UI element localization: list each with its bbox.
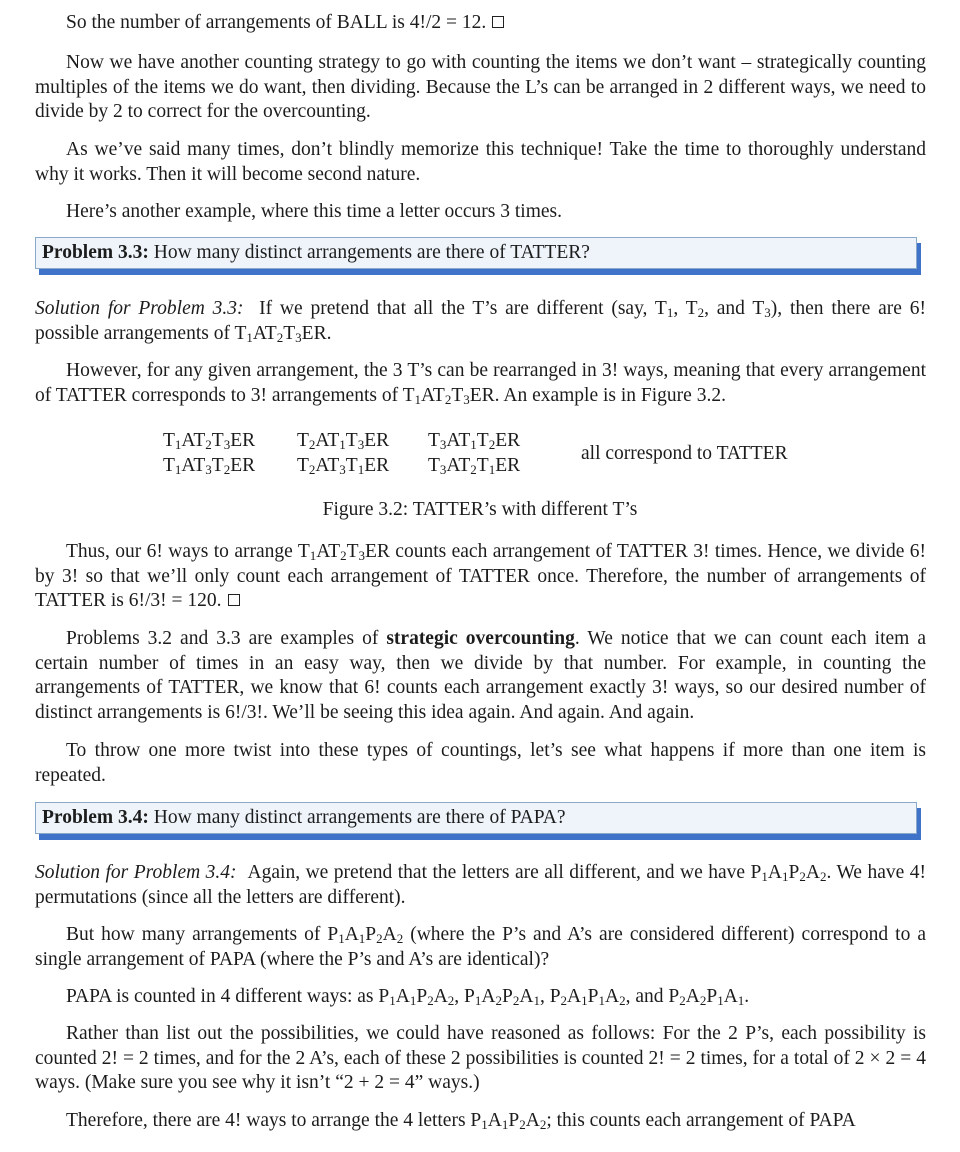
subscript: 2 xyxy=(519,1117,526,1132)
subscript: 1 xyxy=(309,548,317,563)
memorize-paragraph: As we’ve said many times, don’t blindly memorize this technique! Take the time to thoroughly understand why it works. Then it will become second nature. xyxy=(35,139,926,185)
text: AT xyxy=(316,541,341,562)
text: ; this counts each arrangement of PAPA xyxy=(546,1110,856,1131)
text: T xyxy=(283,322,296,344)
figure-caption: Figure 3.2: TATTER’s with different T’s xyxy=(322,499,638,520)
qed-square-icon xyxy=(228,594,240,606)
subscript: 3 xyxy=(463,391,470,407)
strategic-overcounting-term: strategic overcounting xyxy=(386,628,575,649)
text: . We have 4! permutations (since all the letters are different). xyxy=(35,862,927,908)
counted-ways-paragraph: PAPA is counted in 4 different ways: as $P_1A_1P_2A_2$, $P_1A_2P_2A_1$, $P_2A_1P_1A_2$, and $P_2A_2P_1A_1$. xyxy=(66,986,750,1008)
figure-cell: $T_3AT_1T_2ER$ xyxy=(428,430,521,452)
problem-3-4-box xyxy=(35,802,917,834)
text: Therefore, there are 4! ways to arrange the 4 letters P xyxy=(66,1110,482,1131)
text: ER. An example is in Figure 3.2. xyxy=(469,384,726,406)
subscript: 2 xyxy=(819,869,827,884)
solution-3-3-paragraph-1 xyxy=(35,297,926,346)
solution-3-3-label: Solution for Problem 3.3: xyxy=(35,298,244,319)
problem-3-3-label: Problem 3.3: xyxy=(42,242,149,263)
text: ), then there are 6! possible arrangements of T xyxy=(35,298,926,344)
qed-square-icon xyxy=(492,16,504,28)
text: (where the P’s and A’s are considered different) correspond to a single arrangement of PAPA (where the P’s and A’s are identical)? xyxy=(35,924,926,970)
strategy-paragraph: Now we have another counting strategy to go with counting the items we don’t want – strategically counting multiples of the items we do want, then dividing. Because the L’s can be arranged in 2 different ways, we need to divide by 2 to correct for the overcounting. xyxy=(35,52,926,122)
figure-cell: $T_1AT_3T_2ER$ xyxy=(163,455,256,477)
text: T xyxy=(451,384,464,406)
text: PAPA is counted in 4 different ways: as xyxy=(66,986,379,1007)
text: . We notice that we can count each item a certain number of times in an easy way, then we divide by that number. For example, in counting the arrangements of TATTER, we know that 6! counts each arrangement exactly 3! ways, so our desired number of distinct arrangements is 6!/3!. We’ll be seeing this idea again. And again. And again. xyxy=(35,628,926,723)
text: ER. xyxy=(301,322,332,344)
subscript: 1 xyxy=(501,1117,509,1132)
another-example-paragraph: Here’s another example, where this time a letter occurs 3 times. xyxy=(66,201,562,222)
problem-3-4-question: How many distinct arrangements are there of PAPA? xyxy=(153,807,566,828)
therefore-paragraph xyxy=(35,1109,926,1134)
subscript: 2 xyxy=(376,931,383,946)
subscript: 1 xyxy=(246,329,253,345)
subscript: 1 xyxy=(782,869,789,884)
figure-cell: $T_1AT_2T_3ER$ xyxy=(163,430,256,452)
subscript: 2 xyxy=(799,869,806,884)
problem-3-4-label: Problem 3.4: xyxy=(42,807,149,828)
text: Thus, our 6! ways to arrange T xyxy=(66,541,310,562)
text: A xyxy=(382,924,397,945)
text: A xyxy=(344,924,359,945)
thus-paragraph xyxy=(35,540,926,614)
text: , and T xyxy=(704,298,765,319)
text: AT xyxy=(252,322,277,344)
subscript: 1 xyxy=(358,931,366,946)
subscript: 2 xyxy=(444,391,452,407)
ball-result-text: So the number of arrangements of BALL is 4!/2 = 12. xyxy=(66,12,487,33)
subscript: 1 xyxy=(414,391,421,407)
text: P xyxy=(508,1110,520,1131)
subscript: 3 xyxy=(358,548,365,563)
subscript: 1 xyxy=(338,931,345,946)
twist-paragraph: To throw one more twist into these types of countings, let’s see what happens if more than one item is repeated. xyxy=(35,740,926,786)
text: A xyxy=(525,1110,540,1131)
subscript: 1 xyxy=(481,1117,488,1132)
text: and xyxy=(635,986,669,1007)
problem-3-3-question: How many distinct arrangements are there of TATTER? xyxy=(153,242,590,263)
subscript: 2 xyxy=(697,305,705,320)
text: P xyxy=(788,862,800,883)
text: Again, we pretend that the letters are all different, and we have P xyxy=(247,862,762,883)
text: If we pretend that all the T’s are different (say, T xyxy=(259,298,667,319)
subscript: 3 xyxy=(295,329,302,345)
text: , T xyxy=(673,298,698,319)
figure-cell: $T_2AT_3T_1ER$ xyxy=(297,455,390,477)
text: T xyxy=(346,541,359,562)
solution-3-4-paragraph-1 xyxy=(35,861,926,910)
overcounting-paragraph xyxy=(35,627,926,725)
problem-3-3-box xyxy=(35,237,917,269)
subscript: 2 xyxy=(539,1117,547,1132)
text: A xyxy=(767,862,782,883)
subscript: 2 xyxy=(396,931,404,946)
subscript: 3 xyxy=(764,305,771,320)
reasoned-paragraph: Rather than list out the possibilities, we could have reasoned as follows: For the 2 P’s, each possibility is counted 2! = 2 times, and for the 2 A’s, each of these 2 possibilities is counted 2! = 2 times, for a total of 2 × 2 = 4 ways. (Make sure you see why it isn’t “2 + 2 = 4” ways.) xyxy=(35,1023,926,1093)
text: But how many arrangements of P xyxy=(66,924,339,945)
figure-side-text: all correspond to TATTER xyxy=(581,443,788,464)
text: AT xyxy=(421,384,445,406)
text: Problems 3.2 and 3.3 are examples of xyxy=(66,628,387,649)
solution-3-4-label: Solution for Problem 3.4: xyxy=(35,862,237,883)
ball-result-paragraph xyxy=(35,11,926,36)
subscript: 1 xyxy=(666,305,674,320)
text: ER counts each arrangement of TATTER 3! times. Hence, we divide 6! by 3! so that we’ll only count each arrangement of TATTER once. Therefore, the number of arrangements of TATTER is 6!/3! = 120. xyxy=(35,541,926,611)
text: However, for any given arrangement, the 3 T’s can be rearranged in 3! ways, meaning that every arrangement of TATTER corresponds to 3! arrangements of T xyxy=(35,360,926,406)
subscript: 1 xyxy=(761,869,768,884)
figure-cell: $T_3AT_2T_1ER$ xyxy=(428,455,521,477)
solution-3-3-paragraph-2 xyxy=(35,359,926,408)
subscript: 2 xyxy=(340,548,347,563)
subscript: 2 xyxy=(276,329,284,345)
figure-cell: $T_2AT_1T_3ER$ xyxy=(297,430,390,452)
solution-3-4-paragraph-2 xyxy=(35,923,926,972)
text: P xyxy=(365,924,377,945)
text: A xyxy=(805,862,820,883)
text: A xyxy=(487,1110,502,1131)
